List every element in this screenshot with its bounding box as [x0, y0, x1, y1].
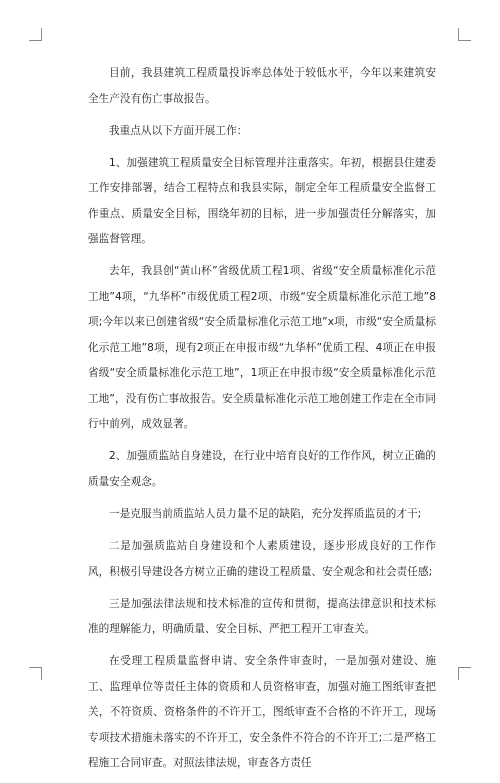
- paragraph-5: 2、加强质监站自身建设，在行业中培育良好的工作作风，树立正确的质量安全观念。: [88, 450, 436, 488]
- paragraph-8: 三是加强法律法规和技术标准的宣传和贯彻，提高法律意识和技术标准的理解能力，明确质量、安全目标、严把工程开工审查关。: [88, 597, 436, 636]
- paragraph-1: 目前，我县建筑工程质量投诉率总体处于较低水平，今年以来建筑安全生产没有伤亡事故报告。: [88, 67, 436, 105]
- paragraph-3: 1、加强建筑工程质量安全目标管理并注重落实。年初，根据县住建委工作安排部署，结合工程特点和我县实际，制定全年工程质量安全监督工作重点、质量安全目标，围绕年初的目标，进一步加强责任分解落实，加强监督管理。: [88, 156, 436, 246]
- crop-mark-bottom-right: [458, 667, 471, 680]
- crop-mark-top-left: [29, 28, 42, 41]
- paragraph-2: 我重点从以下方面开展工作：: [109, 124, 248, 137]
- paragraph-7: 二是加强质监站自身建设和个人素质建设，逐步形成良好的工作作风，积极引导建设各方树立正确的建设工程质量、安全观念和社会责任感;: [88, 540, 436, 578]
- document-body: [88, 61, 436, 783]
- paragraph-4: 去年，我县创“黄山杯”省级优质工程1项、省级“安全质量标准化示范工地”4项，“九华杯”市级优质工程2项、市级“安全质量标准化示范工地”8项;今年以来已创建省级“安全质量标准化示范工地”x项，市级“安全质量标化示范工地”8项，现有2项正在申报市级“九华杯”优质工程、4项正在申报省级“安全质量标准化示范工地”，1项正在申报市级“安全质量标准化示范工地”，没有伤亡事故报告。安全质量标准化示范工地创建工作走在全市同行中前列，成效显著。: [88, 265, 436, 431]
- crop-mark-top-right: [458, 28, 471, 41]
- crop-mark-bottom-left: [29, 667, 42, 680]
- paragraph-6: 一是克服当前质监站人员力量不足的缺陷，充分发挥质监员的才干;: [109, 507, 422, 520]
- paragraph-9: 在受理工程质量监督申请、安全条件审查时，一是加强对建设、施工、监理单位等责任主体的资质和人员资格审查，加强对施工图纸审查把关，不符资质、资格条件的不许开工，图纸审查不合格的不许开工，现场专项技术措施未落实的不许开工，安全条件不符合的不许开工;二是严格工程施工合同审查。对照法律法规，审查各方责任: [88, 655, 436, 770]
